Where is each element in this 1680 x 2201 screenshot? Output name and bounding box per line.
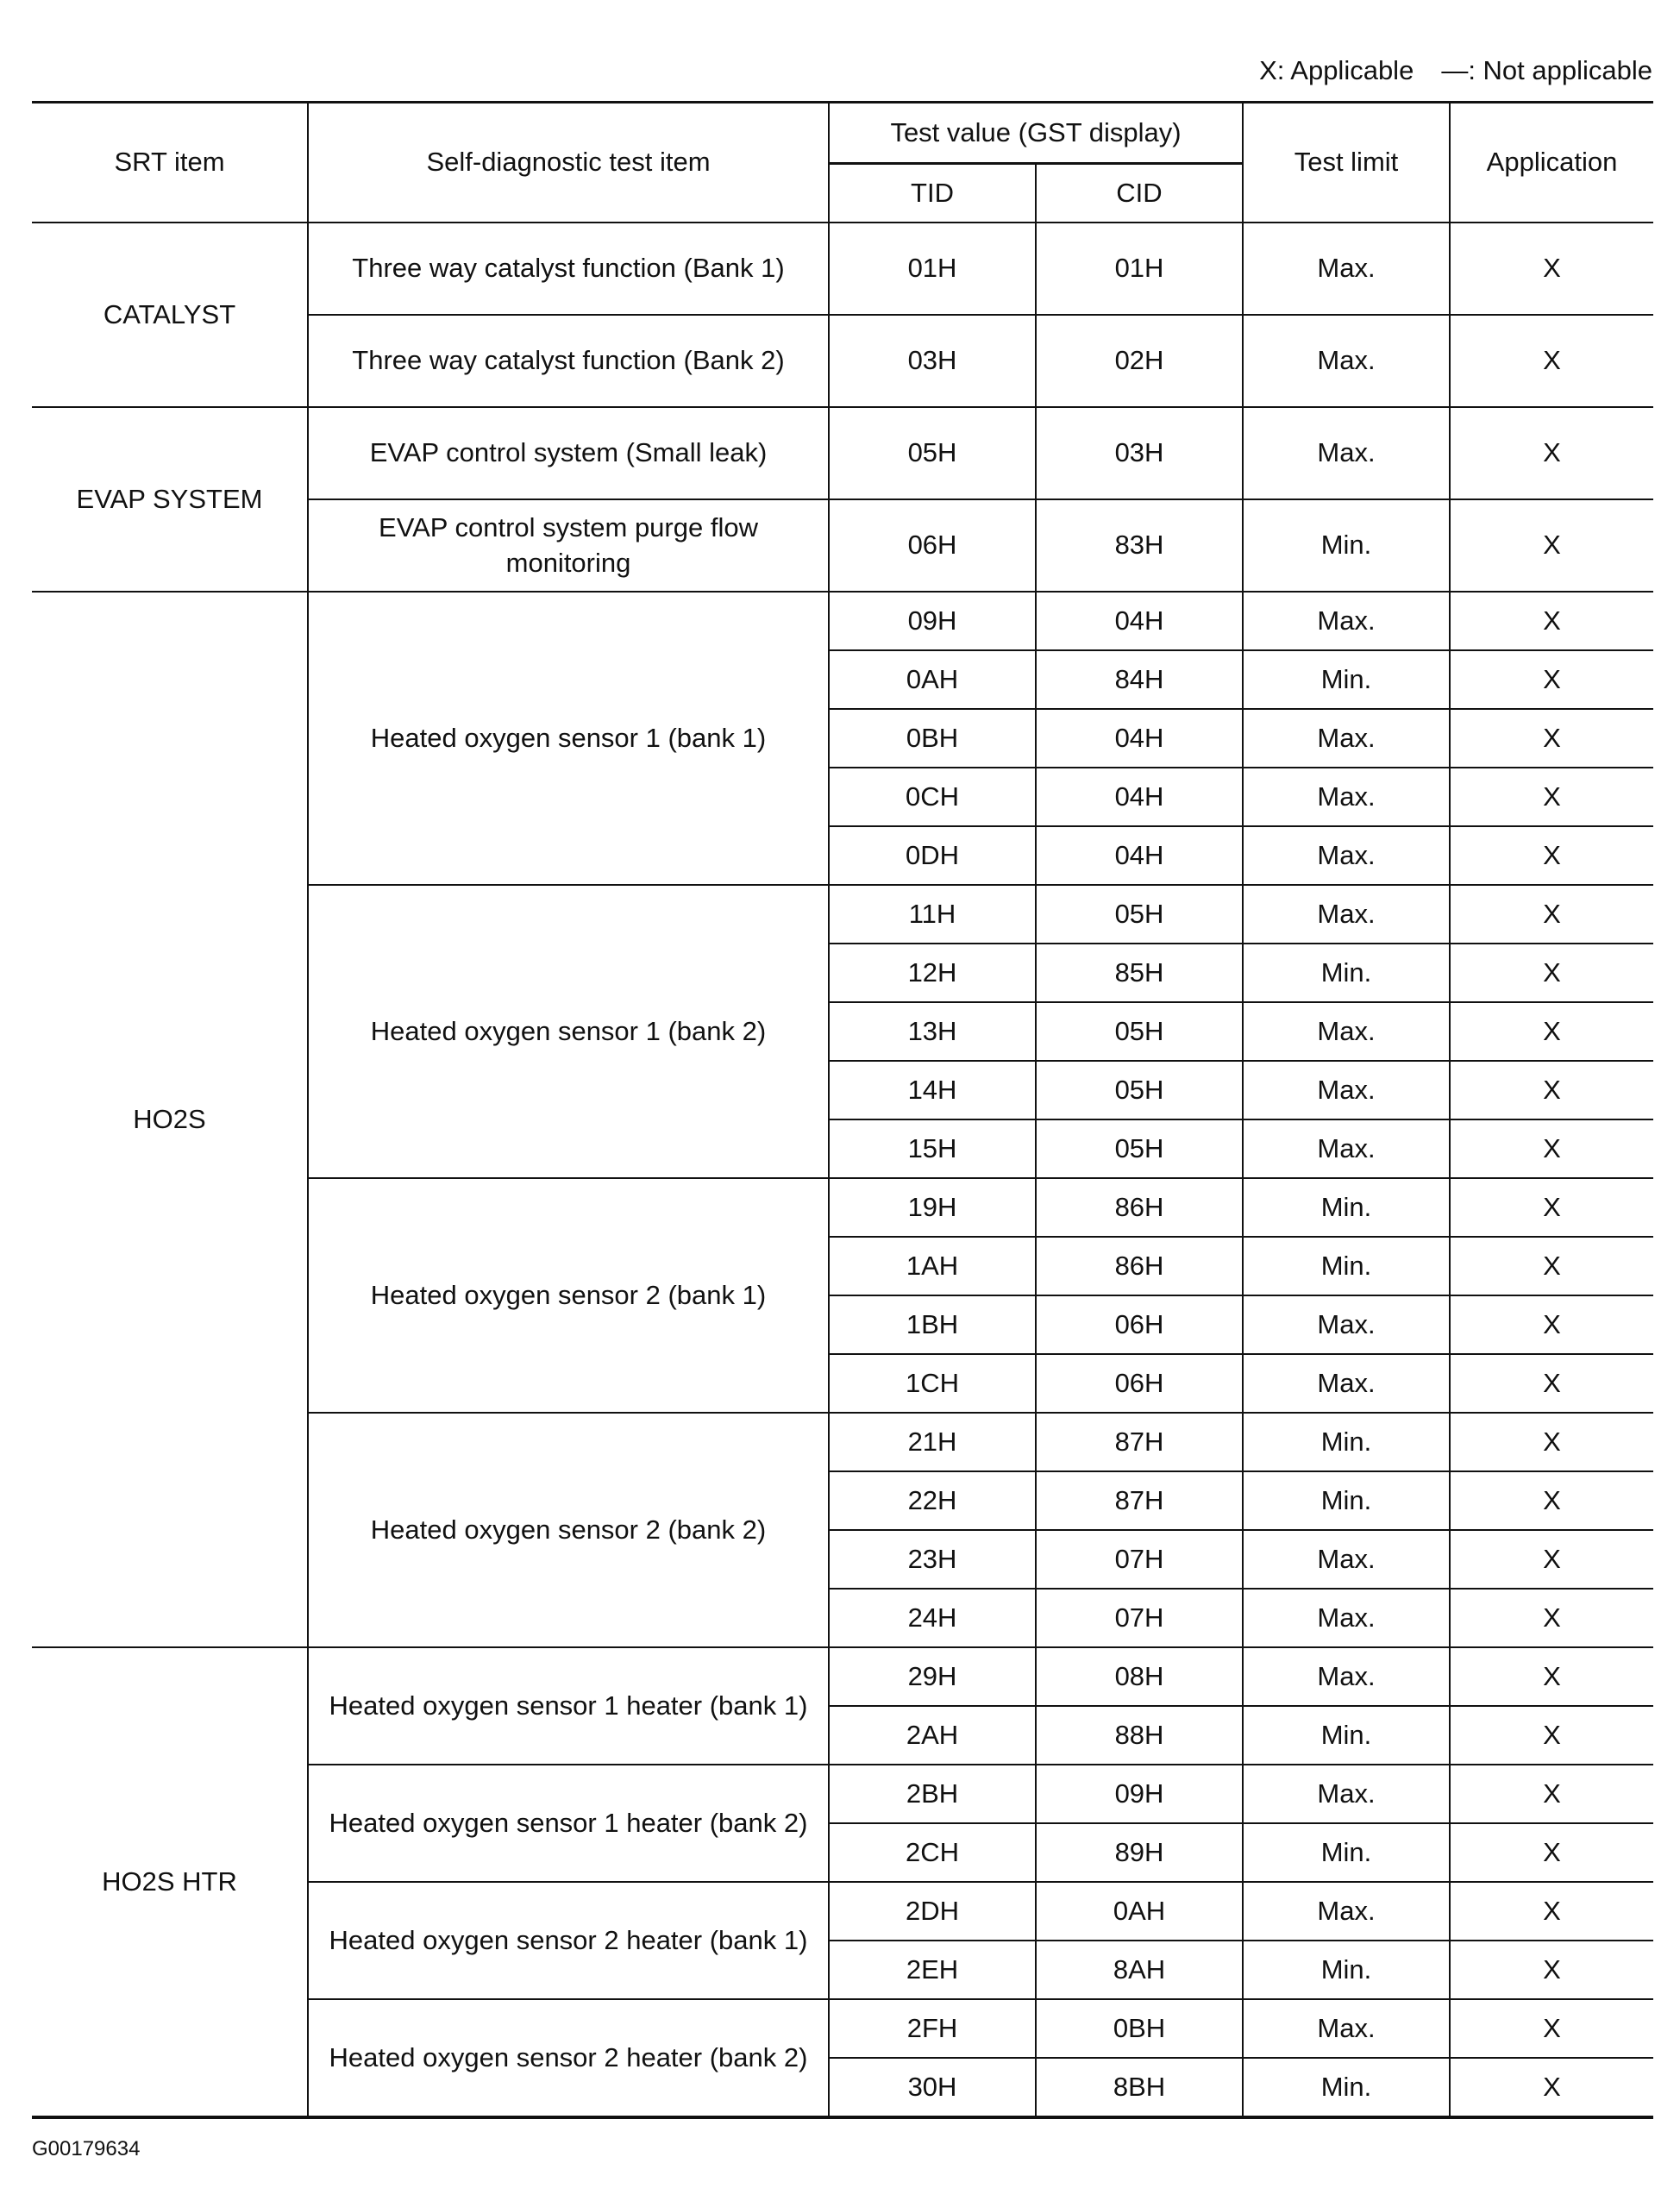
cid-cell: 0BH <box>1036 1999 1243 2058</box>
application-cell: X <box>1450 1237 1653 1295</box>
tid-cell: 0AH <box>829 650 1036 709</box>
tid-cell: 12H <box>829 944 1036 1002</box>
application-cell: X <box>1450 1706 1653 1765</box>
test-item-cell: Heated oxygen sensor 1 heater (bank 1) <box>308 1647 829 1765</box>
tid-cell: 22H <box>829 1471 1036 1530</box>
tid-cell: 13H <box>829 1002 1036 1061</box>
application-cell: X <box>1450 315 1653 407</box>
application-cell: X <box>1450 1765 1653 1823</box>
legend-not-applicable: —: Not applicable <box>1441 55 1652 85</box>
cid-cell: 86H <box>1036 1237 1243 1295</box>
tid-cell: 19H <box>829 1178 1036 1237</box>
test-limit-cell: Max. <box>1243 223 1450 315</box>
table-row <box>32 1647 1653 1706</box>
table-body <box>32 223 1653 2117</box>
application-cell: X <box>1450 1471 1653 1530</box>
application-cell: X <box>1450 826 1653 885</box>
cid-cell: 84H <box>1036 650 1243 709</box>
srt-item-cell: CATALYST <box>32 223 308 407</box>
cid-cell: 04H <box>1036 709 1243 768</box>
tid-cell: 15H <box>829 1119 1036 1178</box>
tid-cell: 0CH <box>829 768 1036 826</box>
test-limit-cell: Max. <box>1243 407 1450 499</box>
cid-cell: 05H <box>1036 885 1243 944</box>
cid-cell: 01H <box>1036 223 1243 315</box>
tid-cell: 11H <box>829 885 1036 944</box>
test-limit-cell: Min. <box>1243 1706 1450 1765</box>
test-limit-cell: Min. <box>1243 499 1450 592</box>
cid-cell: 02H <box>1036 315 1243 407</box>
cid-cell: 87H <box>1036 1413 1243 1471</box>
application-cell: X <box>1450 1413 1653 1471</box>
cid-cell: 89H <box>1036 1823 1243 1882</box>
cid-cell: 85H <box>1036 944 1243 1002</box>
test-limit-cell: Min. <box>1243 650 1450 709</box>
application-cell: X <box>1450 592 1653 650</box>
header-srt-item: SRT item <box>32 103 308 223</box>
application-cell: X <box>1450 1295 1653 1354</box>
legend-applicable: X: Applicable <box>1259 55 1414 85</box>
cid-cell: 06H <box>1036 1295 1243 1354</box>
application-cell: X <box>1450 1999 1653 2058</box>
srt-item-cell: EVAP SYSTEM <box>32 407 308 592</box>
legend <box>1259 55 1652 86</box>
test-item-cell: Heated oxygen sensor 1 (bank 1) <box>308 592 829 885</box>
application-cell: X <box>1450 1354 1653 1413</box>
cid-cell: 86H <box>1036 1178 1243 1237</box>
test-item-cell: Heated oxygen sensor 1 (bank 2) <box>308 885 829 1178</box>
tid-cell: 21H <box>829 1413 1036 1471</box>
test-item-cell: Heated oxygen sensor 2 heater (bank 1) <box>308 1882 829 1999</box>
test-item-cell: EVAP control system (Small leak) <box>308 407 829 499</box>
application-cell: X <box>1450 1941 1653 1999</box>
test-limit-cell: Max. <box>1243 1530 1450 1589</box>
test-limit-cell: Min. <box>1243 1941 1450 1999</box>
test-limit-cell: Max. <box>1243 768 1450 826</box>
test-limit-cell: Max. <box>1243 315 1450 407</box>
srt-item-cell: HO2S <box>32 592 308 1647</box>
tid-cell: 09H <box>829 592 1036 650</box>
test-limit-cell: Max. <box>1243 1765 1450 1823</box>
header-self-diagnostic-item: Self-diagnostic test item <box>308 103 829 223</box>
header-application: Application <box>1450 103 1653 223</box>
test-item-cell: Heated oxygen sensor 2 heater (bank 2) <box>308 1999 829 2117</box>
tid-cell: 1BH <box>829 1295 1036 1354</box>
application-cell: X <box>1450 223 1653 315</box>
tid-cell: 14H <box>829 1061 1036 1119</box>
test-limit-cell: Min. <box>1243 1823 1450 1882</box>
cid-cell: 05H <box>1036 1002 1243 1061</box>
test-item-cell: Three way catalyst function (Bank 1) <box>308 223 829 315</box>
application-cell: X <box>1450 499 1653 592</box>
cid-cell: 8AH <box>1036 1941 1243 1999</box>
cid-cell: 03H <box>1036 407 1243 499</box>
tid-cell: 01H <box>829 223 1036 315</box>
test-limit-cell: Max. <box>1243 1002 1450 1061</box>
application-cell: X <box>1450 1589 1653 1647</box>
test-item-cell: Three way catalyst function (Bank 2) <box>308 315 829 407</box>
cid-cell: 08H <box>1036 1647 1243 1706</box>
cid-cell: 07H <box>1036 1589 1243 1647</box>
srt-item-cell: HO2S HTR <box>32 1647 308 2117</box>
tid-cell: 1AH <box>829 1237 1036 1295</box>
application-cell: X <box>1450 1647 1653 1706</box>
test-limit-cell: Max. <box>1243 1354 1450 1413</box>
application-cell: X <box>1450 768 1653 826</box>
application-cell: X <box>1450 885 1653 944</box>
test-limit-cell: Max. <box>1243 709 1450 768</box>
test-limit-cell: Max. <box>1243 1119 1450 1178</box>
cid-cell: 04H <box>1036 592 1243 650</box>
tid-cell: 30H <box>829 2058 1036 2117</box>
table-row <box>32 223 1653 315</box>
application-cell: X <box>1450 1882 1653 1941</box>
tid-cell: 2DH <box>829 1882 1036 1941</box>
test-limit-cell: Min. <box>1243 1237 1450 1295</box>
application-cell: X <box>1450 1178 1653 1237</box>
tid-cell: 0DH <box>829 826 1036 885</box>
tid-cell: 03H <box>829 315 1036 407</box>
cid-cell: 0AH <box>1036 1882 1243 1941</box>
test-item-cell: Heated oxygen sensor 2 (bank 1) <box>308 1178 829 1413</box>
test-limit-cell: Max. <box>1243 592 1450 650</box>
test-limit-cell: Min. <box>1243 1471 1450 1530</box>
tid-cell: 0BH <box>829 709 1036 768</box>
header-row <box>32 103 1653 164</box>
tid-cell: 2CH <box>829 1823 1036 1882</box>
application-cell: X <box>1450 1119 1653 1178</box>
cid-cell: 05H <box>1036 1119 1243 1178</box>
tid-cell: 06H <box>829 499 1036 592</box>
cid-cell: 04H <box>1036 768 1243 826</box>
test-limit-cell: Max. <box>1243 885 1450 944</box>
test-limit-cell: Max. <box>1243 1295 1450 1354</box>
tid-cell: 2AH <box>829 1706 1036 1765</box>
application-cell: X <box>1450 650 1653 709</box>
header-test-value: Test value (GST display) <box>829 103 1243 164</box>
tid-cell: 24H <box>829 1589 1036 1647</box>
tid-cell: 23H <box>829 1530 1036 1589</box>
test-limit-cell: Max. <box>1243 1882 1450 1941</box>
tid-cell: 2FH <box>829 1999 1036 2058</box>
test-limit-cell: Max. <box>1243 1589 1450 1647</box>
application-cell: X <box>1450 2058 1653 2117</box>
application-cell: X <box>1450 1530 1653 1589</box>
cid-cell: 8BH <box>1036 2058 1243 2117</box>
cid-cell: 83H <box>1036 499 1243 592</box>
application-cell: X <box>1450 1061 1653 1119</box>
application-cell: X <box>1450 1823 1653 1882</box>
test-limit-cell: Max. <box>1243 1999 1450 2058</box>
test-item-cell: EVAP control system purge flow monitoring <box>308 499 829 592</box>
test-limit-cell: Min. <box>1243 2058 1450 2117</box>
cid-cell: 04H <box>1036 826 1243 885</box>
tid-cell: 2EH <box>829 1941 1036 1999</box>
tid-cell: 2BH <box>829 1765 1036 1823</box>
test-limit-cell: Min. <box>1243 1413 1450 1471</box>
test-item-cell: Heated oxygen sensor 2 (bank 2) <box>308 1413 829 1647</box>
figure-id: G00179634 <box>32 2137 141 2160</box>
cid-cell: 87H <box>1036 1471 1243 1530</box>
cid-cell: 05H <box>1036 1061 1243 1119</box>
test-limit-cell: Min. <box>1243 1178 1450 1237</box>
table-row <box>32 592 1653 650</box>
tid-cell: 29H <box>829 1647 1036 1706</box>
application-cell: X <box>1450 1002 1653 1061</box>
srt-table <box>32 101 1653 2119</box>
table-row <box>32 407 1653 499</box>
application-cell: X <box>1450 407 1653 499</box>
cid-cell: 09H <box>1036 1765 1243 1823</box>
tid-cell: 05H <box>829 407 1036 499</box>
test-limit-cell: Min. <box>1243 944 1450 1002</box>
cid-cell: 88H <box>1036 1706 1243 1765</box>
cid-cell: 06H <box>1036 1354 1243 1413</box>
application-cell: X <box>1450 709 1653 768</box>
application-cell: X <box>1450 944 1653 1002</box>
test-limit-cell: Max. <box>1243 1647 1450 1706</box>
tid-cell: 1CH <box>829 1354 1036 1413</box>
test-limit-cell: Max. <box>1243 826 1450 885</box>
cid-cell: 07H <box>1036 1530 1243 1589</box>
header-test-limit: Test limit <box>1243 103 1450 223</box>
test-limit-cell: Max. <box>1243 1061 1450 1119</box>
header-cid: CID <box>1036 164 1243 223</box>
header-tid: TID <box>829 164 1036 223</box>
test-item-cell: Heated oxygen sensor 1 heater (bank 2) <box>308 1765 829 1882</box>
